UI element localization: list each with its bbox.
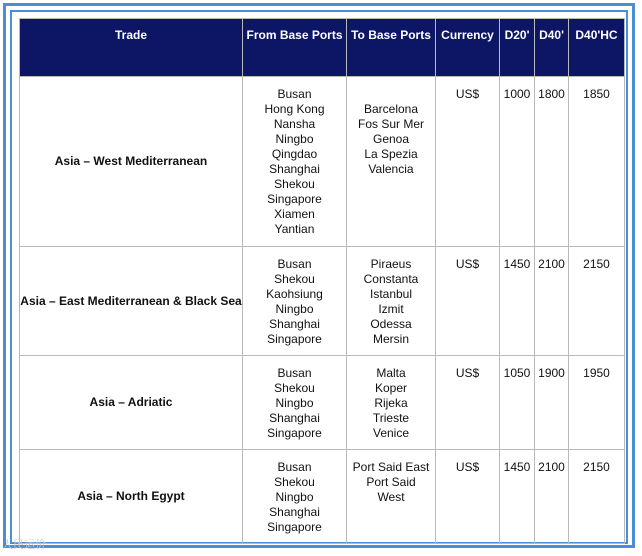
trade-cell: Asia – Adriatic [20, 356, 243, 450]
d40-cell [535, 450, 569, 544]
port-name: Busan [277, 257, 312, 271]
port-name: Shekou [274, 475, 315, 489]
port-name: Ningbo [275, 490, 314, 504]
d40hc-value: 1850 [583, 87, 610, 101]
header-d20: D20' [500, 19, 535, 77]
to-ports-cell [347, 77, 436, 247]
port-name: Ningbo [275, 396, 314, 410]
currency-value: US$ [455, 460, 480, 474]
port-name: Shekou [274, 177, 315, 191]
d20-value: 1050 [503, 366, 531, 380]
d20-value: 1450 [503, 257, 531, 271]
port-name: Shekou [274, 381, 315, 395]
port-name: Ningbo [275, 302, 314, 316]
d40-value: 2100 [538, 460, 565, 474]
port-name: Malta [376, 366, 406, 380]
port-name: West [377, 490, 405, 504]
port-name: Venice [372, 426, 410, 440]
table-row [20, 247, 625, 356]
port-name: Istanbul [369, 287, 413, 301]
port-name: La Spezia [364, 147, 418, 161]
from-ports-cell [243, 450, 347, 544]
d20-cell [500, 450, 535, 544]
d40-cell [535, 77, 569, 247]
port-name: Singapore [267, 192, 322, 206]
port-name: Busan [277, 87, 312, 101]
header-d40hc: D40'HC [569, 19, 625, 77]
port-name: Ningbo [275, 132, 314, 146]
port-name: Port Said [366, 475, 416, 489]
header-currency: Currency [436, 19, 500, 77]
currency-cell [436, 356, 500, 450]
header-from-base-ports: From Base Ports [243, 19, 347, 77]
port-name: Kaohsiung [266, 287, 323, 301]
port-name: Trieste [372, 411, 410, 425]
table-row [20, 356, 625, 450]
d40hc-cell [569, 356, 625, 450]
d40hc-value: 2150 [583, 460, 610, 474]
port-name: Barcelona [363, 102, 419, 116]
port-name: Busan [277, 366, 312, 380]
port-name: Shanghai [269, 162, 320, 176]
d40-value: 2100 [538, 257, 565, 271]
currency-value: US$ [455, 257, 480, 271]
trade-cell: Asia – North Egypt [20, 450, 243, 544]
port-name: Constanta [363, 272, 419, 286]
port-name: Yantian [274, 222, 315, 236]
to-ports-cell [347, 247, 436, 356]
d20-cell [500, 356, 535, 450]
d40-value: 1800 [538, 87, 565, 101]
port-name: Mersin [372, 332, 409, 346]
d20-value: 1450 [503, 460, 531, 474]
d40hc-cell [569, 450, 625, 544]
from-ports-cell [243, 247, 347, 356]
currency-value: US$ [455, 366, 480, 380]
d40hc-value: 1950 [583, 366, 610, 380]
trade-cell: Asia – East Mediterranean & Black Sea [20, 247, 243, 356]
port-name: Shanghai [269, 317, 320, 331]
d40-value: 1900 [538, 366, 565, 380]
trade-cell: Asia – West Mediterranean [20, 77, 243, 247]
port-name: Port Said East [352, 460, 430, 474]
currency-cell [436, 450, 500, 544]
port-name: Izmit [378, 302, 404, 316]
currency-cell [436, 247, 500, 356]
port-name: Singapore [267, 520, 322, 534]
port-name: Singapore [267, 426, 322, 440]
header-row [20, 19, 625, 77]
port-name: Busan [277, 460, 312, 474]
port-name: Shekou [274, 272, 315, 286]
header-trade: Trade [20, 19, 243, 77]
port-name: Hong Kong [264, 102, 325, 116]
table-row [20, 77, 625, 247]
d40hc-value: 2150 [583, 257, 610, 271]
port-name: Shanghai [269, 411, 320, 425]
d40hc-cell [569, 247, 625, 356]
header-d40: D40' [535, 19, 569, 77]
port-name: Shanghai [269, 505, 320, 519]
port-name: Genoa [372, 132, 410, 146]
port-name: Qingdao [271, 147, 318, 161]
port-name: Singapore [267, 332, 322, 346]
from-ports-cell [243, 77, 347, 247]
freight-rate-table [19, 18, 625, 544]
port-name: Valencia [368, 162, 414, 176]
port-name: Odessa [370, 317, 412, 331]
d20-cell [500, 247, 535, 356]
port-name: Koper [374, 381, 408, 395]
header-to-base-ports: To Base Ports [347, 19, 436, 77]
table-row [20, 450, 625, 544]
watermark: 人民运价 [2, 539, 46, 551]
d20-cell [500, 77, 535, 247]
currency-value: US$ [455, 87, 480, 101]
port-name: Rijeka [374, 396, 408, 410]
d40-cell [535, 247, 569, 356]
port-name: Piraeus [370, 257, 412, 271]
d20-value: 1000 [503, 87, 531, 101]
d40hc-cell [569, 77, 625, 247]
d40-cell [535, 356, 569, 450]
to-ports-cell [347, 356, 436, 450]
from-ports-cell [243, 356, 347, 450]
to-ports-cell [347, 450, 436, 544]
port-name: Nansha [273, 117, 316, 131]
currency-cell [436, 77, 500, 247]
port-name: Xiamen [274, 207, 315, 221]
port-name: Fos Sur Mer [357, 117, 424, 131]
